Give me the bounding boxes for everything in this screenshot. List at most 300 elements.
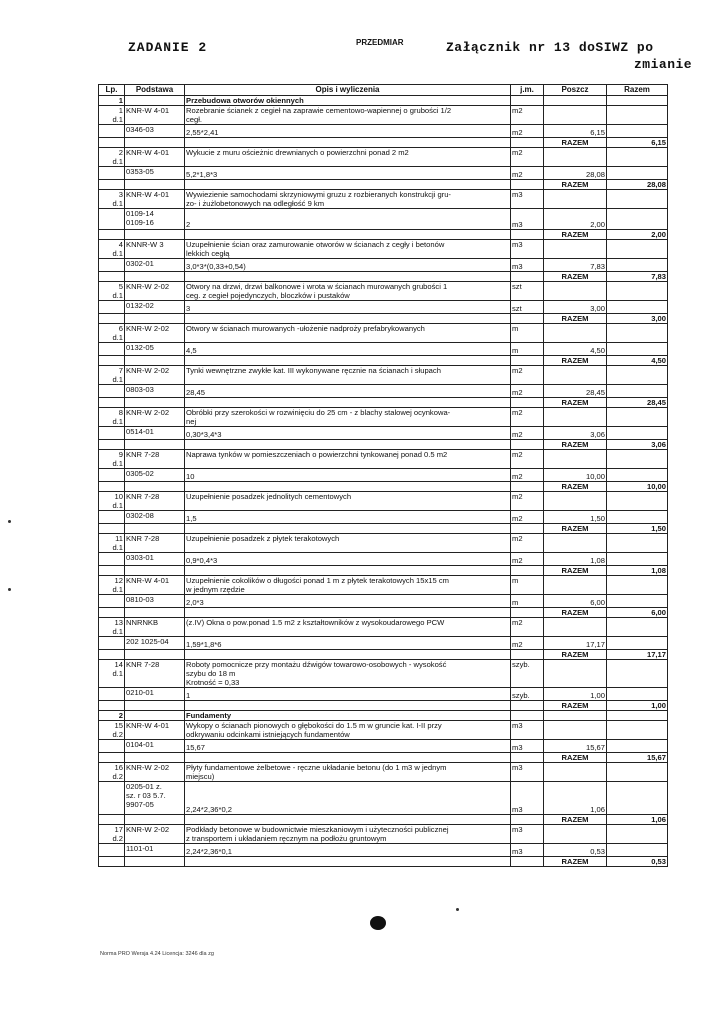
item-basis-code: KNR-W 4-01 [126,190,170,199]
calc-lp-blank [99,553,125,566]
item-number-cell [99,825,125,844]
item-basis-code: 0514-01 [126,427,154,436]
item-basis-code: KNR-W 4-01 [126,148,170,157]
calc-lp-blank [99,469,125,482]
item-basis-cont [125,167,185,180]
item-basis-cell [125,618,185,637]
sum-blank [125,138,185,148]
item-number: 1 [118,106,123,115]
item-unit: m2 [511,618,544,637]
table-row [99,660,668,688]
item-number: 6 [118,324,123,333]
item-basis-cont [125,844,185,857]
item-calculation-cell [185,469,511,482]
item-number-cell [99,450,125,469]
item-number-cell [99,660,125,688]
item-partial-blank [544,190,607,209]
sum-blank [185,398,511,408]
col-header-partial: Poszcz [544,85,607,96]
item-total-blank [607,240,668,259]
sum-row [99,180,668,190]
attachment-label: Załącznik nr 13 doSIWZ po [446,40,654,55]
item-unit: m2 [511,408,544,427]
item-basis-cont [125,427,185,440]
table-row [99,534,668,553]
calc-lp-blank [99,301,125,314]
table-row [99,763,668,782]
sum-row [99,753,668,763]
item-description-line: cegł. [186,115,203,124]
item-calculation-cell [185,167,511,180]
item-basis-code: 0810-03 [126,595,154,604]
item-calculation-cell [185,125,511,138]
item-basis-code: KNR-W 4-01 [126,721,170,730]
zadanie-title: ZADANIE 2 [128,40,208,55]
item-partial-blank [544,148,607,167]
item-unit: szt [511,282,544,301]
item-calc-unit: m [511,595,544,608]
sum-blank [185,314,511,324]
calc-lp-blank [99,125,125,138]
item-partial-blank [544,240,607,259]
item-calculation: 3,0*3*(0,33+0,54) [186,262,246,271]
item-basis-code: KNR-W 2-02 [126,763,170,772]
sum-label: RAZEM [544,314,607,324]
item-basis-cell [125,534,185,553]
sum-blank [511,857,544,867]
scan-speck [8,520,11,523]
sum-row [99,524,668,534]
table-row [99,782,668,815]
item-division: d.1 [112,249,123,258]
item-description-line: (z.IV) Okna o pow.ponad 1.5 m2 z kształtowników z wysokoudarowego PCW [186,618,445,627]
item-basis-code: 1101-01 [126,844,154,853]
item-number-cell [99,324,125,343]
item-division: d.1 [112,333,123,342]
item-basis-cont [125,782,185,815]
table-row [99,366,668,385]
item-calc-unit: m2 [511,511,544,524]
item-description-line: Uzupełnienie cokolików o długości ponad 1 m z płytek terakotowych 15x15 cm [186,576,449,585]
item-description-line: Wykopy o ścianach pionowych o głębokości do 1.5 m w gruncie kat. I-II przy [186,721,442,730]
item-total-blank [607,740,668,753]
item-total-value: 3,06 [607,440,668,450]
item-total-value: 3,00 [607,314,668,324]
item-basis-code: 0302-08 [126,511,154,520]
item-total-value: 15,67 [607,753,668,763]
sum-row [99,650,668,660]
item-total-blank [607,324,668,343]
sum-label: RAZEM [544,272,607,282]
item-description-line: w jednym rzędzie [186,585,245,594]
item-total-blank [607,763,668,782]
sum-blank [185,524,511,534]
item-description-cell [185,576,511,595]
sum-label: RAZEM [544,524,607,534]
item-division: d.1 [112,115,123,124]
item-basis-code: 0104-01 [126,740,154,749]
item-number: 2 [118,148,123,157]
section-number: 2 [99,711,125,721]
sum-blank [511,524,544,534]
table-row [99,125,668,138]
calc-lp-blank [99,385,125,398]
item-number-cell [99,106,125,125]
item-calculation-cell [185,782,511,815]
item-basis-cont [125,301,185,314]
item-unit: m3 [511,825,544,844]
item-total-value: 10,00 [607,482,668,492]
table-row [99,343,668,356]
table-row [99,595,668,608]
item-basis-cell [125,492,185,511]
calc-lp-blank [99,511,125,524]
item-division: d.1 [112,291,123,300]
item-calculation: 2,24*2,36*0,2 [186,805,233,814]
item-division: d.1 [112,199,123,208]
item-calc-unit: m2 [511,167,544,180]
sum-blank [99,566,125,576]
item-description-line: z transportem i układaniem ręcznym na podłożu gruntowym [186,834,387,843]
sum-row [99,566,668,576]
item-number: 15 [114,721,123,730]
calc-lp-blank [99,740,125,753]
table-row [99,190,668,209]
sum-blank [99,180,125,190]
item-total-blank [607,125,668,138]
sum-label: RAZEM [544,566,607,576]
sum-blank [125,482,185,492]
item-total-blank [607,385,668,398]
item-description-line: Krotność = 0,33 [186,678,240,687]
item-total-blank [607,259,668,272]
item-partial-blank [544,534,607,553]
item-description-cell [185,618,511,637]
item-calculation-cell [185,259,511,272]
sum-blank [125,701,185,711]
sum-blank [125,440,185,450]
item-calculation: 5,2*1,8*3 [186,170,218,179]
sum-blank [511,180,544,190]
item-total-value: 1,08 [607,566,668,576]
item-total-blank [607,469,668,482]
item-total-blank [607,553,668,566]
item-partial-value: 1,06 [544,782,607,815]
item-partial-value: 2,00 [544,209,607,230]
calc-lp-blank [99,637,125,650]
sum-blank [511,482,544,492]
sum-blank [185,566,511,576]
item-calc-unit: m2 [511,427,544,440]
item-description-line: lekkich cegłą [186,249,230,258]
section-total-blank [607,96,668,106]
sum-blank [511,356,544,366]
sum-label: RAZEM [544,398,607,408]
item-basis-cell [125,763,185,782]
table-row [99,721,668,740]
ink-blot [370,916,386,930]
table-row [99,167,668,180]
item-number: 16 [114,763,123,772]
item-basis-cell [125,825,185,844]
table-row [99,450,668,469]
item-basis-cell [125,721,185,740]
item-partial-value: 1,50 [544,511,607,524]
item-basis-cell [125,408,185,427]
item-division: d.1 [112,459,123,468]
item-calculation: 15,67 [186,743,206,752]
item-description-line: odkrywaniu odcinkami istniejących fundamentów [186,730,350,739]
item-number: 12 [114,576,123,585]
item-number-cell [99,492,125,511]
item-partial-value: 1,08 [544,553,607,566]
item-description-cell [185,190,511,209]
sum-blank [99,524,125,534]
item-basis-code: 0132-05 [126,343,154,352]
item-calculation: 28,45 [186,388,206,397]
item-description-cell [185,240,511,259]
item-unit: m3 [511,240,544,259]
sum-label: RAZEM [544,608,607,618]
item-total-blank [607,301,668,314]
sum-blank [99,440,125,450]
sum-label: RAZEM [544,356,607,366]
item-calculation: 4,5 [186,346,197,355]
item-description-cell [185,660,511,688]
item-description-line: Rozebranie ścianek z cegieł na zaprawie cementowo-wapiennej o grubości 1/2 [186,106,452,115]
item-partial-blank [544,825,607,844]
item-total-value: 17,17 [607,650,668,660]
item-total-blank [607,106,668,125]
sum-blank [185,753,511,763]
item-total-blank [607,511,668,524]
item-description-line: Uzupełnienie posadzek z płytek terakotowych [186,534,340,543]
sum-label: RAZEM [544,753,607,763]
table-row [99,740,668,753]
item-total-blank [607,427,668,440]
item-description-cell [185,148,511,167]
sum-blank [99,650,125,660]
item-total-blank [607,408,668,427]
item-basis-cell [125,190,185,209]
item-calculation: 0,9*0,4*3 [186,556,218,565]
sum-row [99,230,668,240]
item-total-value: 4,50 [607,356,668,366]
item-unit: m [511,576,544,595]
item-partial-blank [544,408,607,427]
item-unit: m2 [511,492,544,511]
item-basis-code: KNR 7-28 [126,450,160,459]
item-basis-cont [125,688,185,701]
item-description-line: Uzupełnienie ścian oraz zamurowanie otworów w ścianach z cegły i betonów [186,240,445,249]
table-row [99,492,668,511]
item-basis-code: KNR 7-28 [126,534,160,543]
item-description-cell [185,450,511,469]
item-description-cell [185,825,511,844]
item-calculation-cell [185,301,511,314]
item-basis-code: 0346-03 [126,125,154,134]
sum-label: RAZEM [544,857,607,867]
item-basis-code: sz. r 03 5.7. [126,791,166,800]
item-basis-code: KNR 7-28 [126,492,160,501]
item-division: d.2 [112,834,123,843]
item-basis-cont [125,740,185,753]
item-basis-cell [125,366,185,385]
item-description-line: Wywiezienie samochodami skrzyniowymi gruzu z rozbieranych konstrukcji gru- [186,190,451,199]
item-total-blank [607,282,668,301]
item-partial-value: 3,00 [544,301,607,314]
sum-blank [125,566,185,576]
item-unit: m3 [511,763,544,782]
calc-lp-blank [99,167,125,180]
item-number-cell [99,763,125,782]
item-basis-code: 0353-05 [126,167,154,176]
item-number-cell [99,721,125,740]
table-row [99,301,668,314]
item-partial-blank [544,450,607,469]
calc-lp-blank [99,259,125,272]
item-basis-code: KNR-W 2-02 [126,282,170,291]
calc-lp-blank [99,595,125,608]
item-basis-code: KNNR-W 3 [126,240,164,249]
item-division: d.1 [112,669,123,678]
item-description-line: szybu do 18 m [186,669,236,678]
sum-blank [185,356,511,366]
item-total-blank [607,844,668,857]
item-calc-unit: m2 [511,385,544,398]
item-partial-value: 7,83 [544,259,607,272]
item-basis-code: KNR-W 4-01 [126,576,170,585]
calc-lp-blank [99,427,125,440]
item-division: d.1 [112,417,123,426]
item-calculation: 2,0*3 [186,598,204,607]
item-calculation-cell [185,688,511,701]
table-row [99,259,668,272]
col-header-total: Razem [607,85,668,96]
item-calculation-cell [185,553,511,566]
col-header-basis: Podstawa [125,85,185,96]
sum-blank [185,701,511,711]
sum-label: RAZEM [544,230,607,240]
item-description-cell [185,324,511,343]
item-basis-code: KNR-W 4-01 [126,106,170,115]
item-total-value: 7,83 [607,272,668,282]
item-number-cell [99,282,125,301]
sum-blank [185,650,511,660]
item-partial-blank [544,106,607,125]
item-description-line: Otwory w ścianach murowanych -ułożenie nadproży prefabrykowanych [186,324,425,333]
item-calculation-cell [185,209,511,230]
item-basis-cell [125,660,185,688]
sum-blank [125,314,185,324]
item-calculation-cell [185,427,511,440]
table-row [99,282,668,301]
item-calc-unit: m2 [511,469,544,482]
sum-label: RAZEM [544,482,607,492]
item-description-line: Płyty fundamentowe żelbetowe - ręczne układanie betonu (do 1 m3 w jednym [186,763,447,772]
item-total-blank [607,637,668,650]
sum-blank [511,815,544,825]
item-partial-value: 10,00 [544,469,607,482]
item-partial-value: 6,15 [544,125,607,138]
sum-blank [185,230,511,240]
item-partial-value: 4,50 [544,343,607,356]
item-total-blank [607,721,668,740]
item-number-cell [99,618,125,637]
item-description-cell [185,534,511,553]
item-calculation-cell [185,511,511,524]
table-row [99,209,668,230]
item-partial-blank [544,324,607,343]
item-partial-blank [544,492,607,511]
sum-label: RAZEM [544,138,607,148]
item-total-blank [607,595,668,608]
item-basis-cell [125,240,185,259]
item-description-line: zo- i żużlobetonowych na odległość 9 km [186,199,325,208]
table-row [99,148,668,167]
item-basis-cont [125,125,185,138]
item-calc-unit: m2 [511,553,544,566]
item-unit: m2 [511,366,544,385]
calc-lp-blank [99,782,125,815]
item-basis-code: 9907-05 [126,800,154,809]
sum-blank [511,272,544,282]
item-calc-unit: m2 [511,637,544,650]
item-calculation: 1,59*1,8*6 [186,640,222,649]
sum-blank [99,272,125,282]
item-description-line: Roboty pomocnicze przy montażu dźwigów towarowo-osobowych - wysokość [186,660,447,669]
table-row [99,618,668,637]
item-basis-cont [125,209,185,230]
item-basis-cell [125,282,185,301]
item-basis-code: 0109-16 [126,218,154,227]
item-calculation-cell [185,844,511,857]
item-total-blank [607,660,668,688]
item-description-line: Tynki wewnętrzne zwykłe kat. III wykonywane ręcznie na ścianach i słupach [186,366,441,375]
sum-blank [511,230,544,240]
item-partial-value: 17,17 [544,637,607,650]
item-total-blank [607,209,668,230]
col-header-description: Opis i wyliczenia [185,85,511,96]
section-total-blank [607,711,668,721]
sum-blank [99,701,125,711]
item-division: d.1 [112,543,123,552]
sum-row [99,701,668,711]
sum-blank [511,650,544,660]
item-number-cell [99,190,125,209]
sum-row [99,815,668,825]
item-partial-value: 1,00 [544,688,607,701]
item-partial-value: 3,06 [544,427,607,440]
sum-blank [99,815,125,825]
section-number: 1 [99,96,125,106]
sum-row [99,272,668,282]
item-basis-cont [125,553,185,566]
item-description-line: nej [186,417,197,426]
item-partial-blank [544,282,607,301]
item-basis-code: 0132-02 [126,301,154,310]
section-row [99,711,668,721]
table-row [99,469,668,482]
item-total-blank [607,825,668,844]
col-header-lp: Lp. [99,85,125,96]
item-description-line: miejscu) [186,772,215,781]
item-calculation: 1,5 [186,514,197,523]
item-number: 4 [118,240,123,249]
sum-blank [185,180,511,190]
sum-blank [99,314,125,324]
table-row [99,688,668,701]
